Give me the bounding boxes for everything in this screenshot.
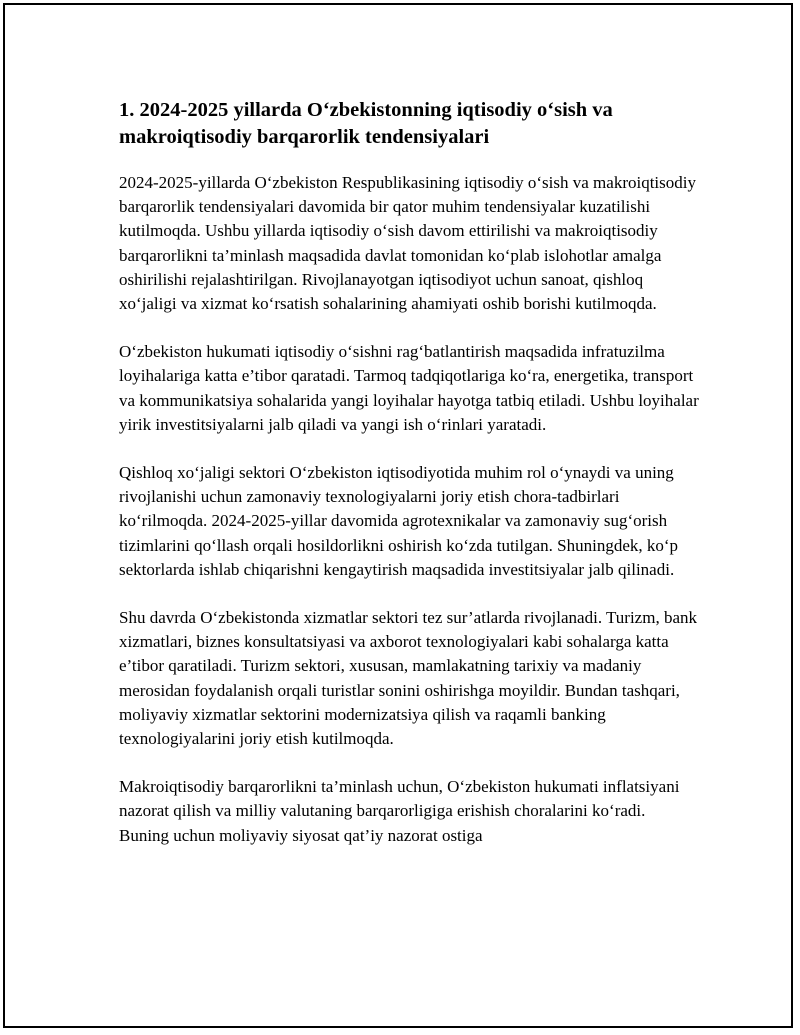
- paragraph-5: Makroiqtisodiy barqarorlikni ta’minlash uchun, O‘zbekiston hukumati inflatsiyani nazorat qilish va milliy valutaning barqarorligiga erishish choralarini ko‘radi. Buning uchun moliyaviy siyosat qat’iy nazorat ostiga: [119, 777, 680, 845]
- paragraph-3: Qishloq xo‘jaligi sektori O‘zbekiston iqtisodiyotida muhim rol o‘ynaydi va uning rivojlanishi uchun zamonaviy texnologiyalarni joriy etish chora-tadbirlari ko‘rilmoqda. 2024-2025-yillar davomida agrotexnikalar va zamonaviy sug‘orish tizimlarini qo‘llash orqali hosildorlikni oshirish ko‘zda tutilgan. Shuningdek, ko‘p sektorlarda ishlab chiqarishni kengaytirish maqsadida investitsiyalar jalb qilinadi.: [119, 463, 679, 579]
- paragraph-4: Shu davrda O‘zbekistonda xizmatlar sektori tez sur’atlarda rivojlanadi. Turizm, bank xizmatlari, biznes konsultatsiyasi va axborot texnologiyalari kabi sohalarga katta e’tibor qaratiladi. Turizm sektori, xususan, mamlakatning tarixiy va madaniy merosidan foydalanish orqali turistlar sonini oshirishga moyildir. Bundan tashqari, moliyaviy xizmatlar sektorini modernizatsiya qilish va raqamli banking texnologiyalarini joriy etish kutilmoqda.: [119, 608, 697, 749]
- paragraph-2: O‘zbekiston hukumati iqtisodiy o‘sishni rag‘batlantirish maqsadida infratuzilma loyihalariga katta e’tibor qaratadi. Tarmoq tadqiqotlariga ko‘ra, energetika, transport va kommunikatsiya sohalarida yangi loyihalar hayotga tatbiq etiladi. Ushbu loyihalar yirik investitsiyalarni jalb qiladi va yangi ish o‘rinlari yaratadi.: [119, 342, 699, 434]
- page-frame: [3, 3, 793, 1028]
- section-heading: 1. 2024-2025 yillarda O‘zbekistonning iqtisodiy o‘sish va makroiqtisodiy barqarorlik tendensiyalari: [119, 99, 613, 148]
- document-body: [119, 97, 699, 872]
- paragraph-1: 2024-2025-yillarda O‘zbekiston Respublikasining iqtisodiy o‘sish va makroiqtisodiy barqarorlik tendensiyalari davomida bir qator muhim tendensiyalar kuzatilishi kutilmoqda. Ushbu yillarda iqtisodiy o‘sish davom ettirilishi va makroiqtisodiy barqarorlikni ta’minlash maqsadida davlat tomonidan ko‘plab islohotlar amalga oshirilishi rejalashtirilgan. Rivojlanayotgan iqtisodiyot uchun sanoat, qishloq xo‘jaligi va xizmat ko‘rsatish sohalarining ahamiyati oshib borishi kutilmoqda.: [119, 173, 696, 314]
